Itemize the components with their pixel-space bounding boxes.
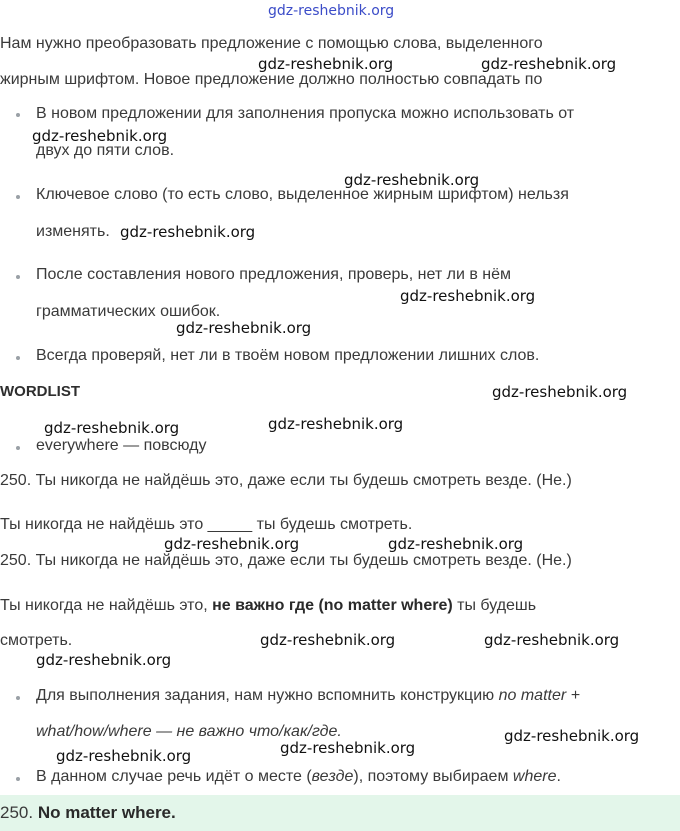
bullet-dot xyxy=(16,446,20,450)
watermark: gdz-reshebnik.org xyxy=(504,727,640,745)
solution-pre: Ты никогда не найдёшь это, xyxy=(0,597,213,614)
watermark: gdz-reshebnik.org xyxy=(164,535,300,553)
explanation-2-pre: В данном случае речь идёт о месте ( xyxy=(36,768,312,785)
wordlist-item: everywhere — повсюду xyxy=(36,437,207,454)
watermark: gdz-reshebnik.org xyxy=(344,171,480,189)
explanation-2-end: . xyxy=(556,768,561,785)
solution-post: ты будешь xyxy=(452,597,537,614)
solution-keyphrase: не важно где (no matter where) xyxy=(212,597,453,614)
watermark: gdz-reshebnik.org xyxy=(258,55,394,73)
bullet-dot xyxy=(16,696,20,700)
bullet-dot xyxy=(16,195,20,199)
task-question-repeat: 250. Ты никогда не найдёшь это, даже если ты будешь смотреть везде. (Не.) xyxy=(0,552,572,569)
watermark: gdz-reshebnik.org xyxy=(56,747,192,765)
rule-1-line-1: В новом предложении для заполнения пропуска можно использовать от xyxy=(36,105,575,122)
explanation-1-italic: no matter + xyxy=(498,687,580,704)
watermark: gdz-reshebnik.org xyxy=(32,127,168,145)
answer-text: No matter where. xyxy=(37,803,176,822)
rule-1-line-2: двух до пяти слов. xyxy=(36,142,175,159)
explanation-2 xyxy=(36,768,561,786)
wordlist-heading: WORDLIST xyxy=(0,383,80,400)
watermark: gdz-reshebnik.org xyxy=(492,383,628,401)
explanation-1-line-1 xyxy=(36,687,580,705)
task-question: 250. Ты никогда не найдёшь это, даже если ты будешь смотреть везде. (Не.) xyxy=(0,472,572,489)
watermark: gdz-reshebnik.org xyxy=(481,55,617,73)
watermark: gdz-reshebnik.org xyxy=(176,319,312,337)
explanation-1-text: Для выполнения задания, нам нужно вспомнить конструкцию xyxy=(36,687,499,704)
intro-line-1: Нам нужно преобразовать предложение с помощью слова, выделенного xyxy=(0,35,543,52)
watermark: gdz-reshebnik.org xyxy=(280,739,416,757)
answer-number: 250. xyxy=(0,803,38,822)
explanation-2-italic-1: везде xyxy=(311,768,354,785)
bullet-dot xyxy=(16,777,20,781)
bullet-dot xyxy=(16,356,20,360)
watermark: gdz-reshebnik.org xyxy=(44,419,180,437)
rule-3-line-2: грамматических ошибок. xyxy=(36,303,221,320)
watermark: gdz-reshebnik.org xyxy=(268,415,404,433)
rule-3-line-1: После составления нового предложения, проверь, нет ли в нём xyxy=(36,266,512,283)
intro-line-2: жирным шрифтом. Новое предложение должно полностью совпадать по xyxy=(0,71,543,88)
rule-4-line-1: Всегда проверяй, нет ли в твоём новом предложении лишних слов. xyxy=(36,347,540,364)
watermark: gdz-reshebnik.org xyxy=(260,631,396,649)
watermark-top: gdz-reshebnik.org xyxy=(268,3,395,19)
watermark: gdz-reshebnik.org xyxy=(388,535,524,553)
explanation-1-line-2: what/how/where — не важно что/как/где. xyxy=(36,723,342,740)
watermark: gdz-reshebnik.org xyxy=(484,631,620,649)
bullet-dot xyxy=(16,275,20,279)
watermark: gdz-reshebnik.org xyxy=(120,223,256,241)
task-solution-line-1 xyxy=(0,597,536,615)
explanation-2-italic-2: where xyxy=(512,768,557,785)
task-gapped-sentence: Ты никогда не найдёшь это _____ ты будешь смотреть. xyxy=(0,516,413,533)
explanation-2-mid: ), поэтому выбираем xyxy=(353,768,513,785)
bullet-dot xyxy=(16,113,20,117)
rule-2-line-1: Ключевое слово (то есть слово, выделенное жирным шрифтом) нельзя xyxy=(36,186,569,203)
task-solution-line-2: смотреть. xyxy=(0,632,73,649)
answer xyxy=(0,803,176,823)
watermark: gdz-reshebnik.org xyxy=(36,651,172,669)
rule-2-line-2: изменять. xyxy=(36,223,110,240)
watermark: gdz-reshebnik.org xyxy=(400,287,536,305)
